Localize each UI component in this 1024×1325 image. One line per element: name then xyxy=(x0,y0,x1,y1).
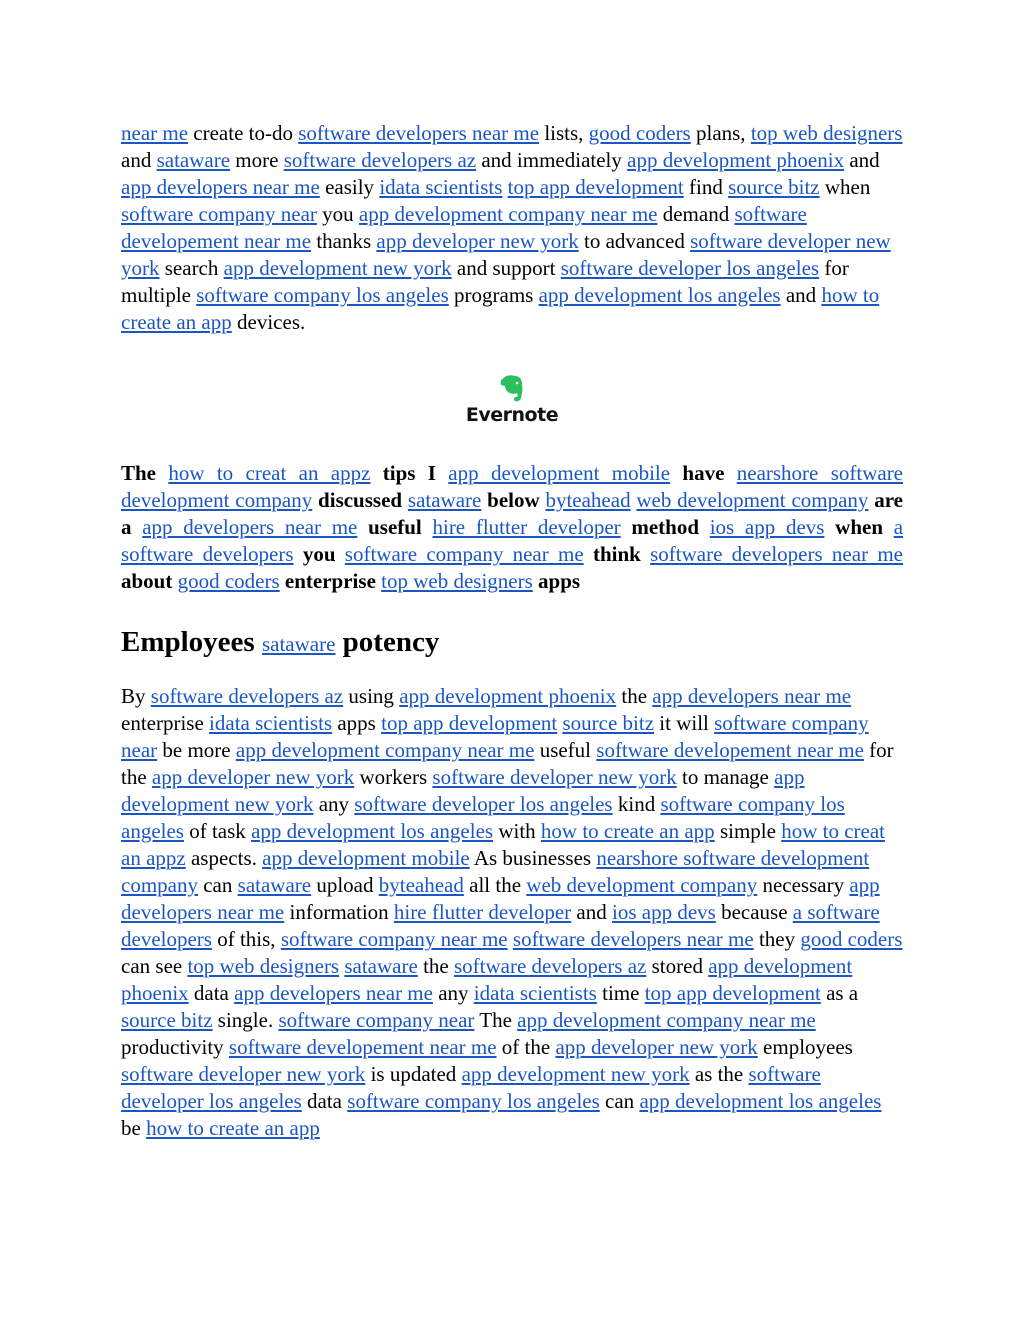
heading-text-after: potency xyxy=(335,626,440,658)
keyword-link[interactable]: source bitz xyxy=(121,1008,213,1032)
text-run: stored xyxy=(646,954,709,978)
keyword-link[interactable]: software developer los angeles xyxy=(121,1062,821,1113)
text-run: for the xyxy=(121,738,894,789)
keyword-link[interactable]: good coders xyxy=(800,927,903,951)
text-run: to manage xyxy=(676,765,775,789)
keyword-link[interactable]: software company near me xyxy=(280,927,508,951)
text-run: As businesses xyxy=(469,846,597,870)
keyword-link[interactable]: app development los angeles xyxy=(251,819,494,843)
keyword-link[interactable]: app development phoenix xyxy=(121,954,853,1005)
text-run: method xyxy=(620,515,710,539)
text-run: By xyxy=(121,684,151,708)
keyword-link[interactable]: sataware xyxy=(156,148,231,172)
keyword-link[interactable]: software developers az xyxy=(283,148,477,172)
keyword-link[interactable]: software company los angeles xyxy=(196,283,449,307)
text-run: find xyxy=(683,175,729,199)
text-run: of this, xyxy=(211,927,281,951)
keyword-link[interactable]: software developement near me xyxy=(121,202,807,253)
keyword-link[interactable]: software developers az xyxy=(453,954,647,978)
keyword-link[interactable]: top app development xyxy=(644,981,821,1005)
keyword-link[interactable]: software developers near me xyxy=(650,542,903,566)
text-run: single. xyxy=(212,1008,279,1032)
text-run: necessary xyxy=(757,873,850,897)
text-run: enterprise xyxy=(121,711,210,735)
text-run: and xyxy=(844,148,880,172)
keyword-link[interactable]: hire flutter developer xyxy=(432,515,621,539)
text-run: thanks xyxy=(311,229,377,253)
keyword-link[interactable]: idata scientists xyxy=(379,175,503,199)
text-run: is updated xyxy=(365,1062,462,1086)
keyword-link[interactable]: how to creat an appz xyxy=(121,819,885,870)
text-run: about xyxy=(121,569,178,593)
keyword-link[interactable]: ios app devs xyxy=(709,515,825,539)
keyword-link[interactable]: app development phoenix xyxy=(627,148,845,172)
text-run: workers xyxy=(354,765,433,789)
keyword-link[interactable]: app development los angeles xyxy=(538,283,781,307)
text-run: apps xyxy=(332,711,382,735)
keyword-link[interactable]: app development new york xyxy=(223,256,452,280)
keyword-link[interactable]: software company near xyxy=(121,202,317,226)
text-run: information xyxy=(284,900,394,924)
keyword-link[interactable]: web development company xyxy=(526,873,758,897)
text-run: enterprise xyxy=(279,569,382,593)
keyword-link[interactable]: software developer new york xyxy=(432,765,677,789)
keyword-link[interactable]: app development new york xyxy=(121,765,805,816)
keyword-link[interactable]: app developers near me xyxy=(234,981,433,1005)
keyword-link[interactable]: how to create an app xyxy=(146,1116,320,1140)
keyword-link[interactable]: app developer new york xyxy=(376,229,579,253)
keyword-link[interactable]: app development mobile xyxy=(262,846,470,870)
keyword-link[interactable]: web development company xyxy=(636,488,869,512)
keyword-link[interactable]: software developers near me xyxy=(512,927,754,951)
keyword-link[interactable]: software developers near me xyxy=(298,121,540,145)
text-run: time xyxy=(596,981,645,1005)
keyword-link[interactable]: idata scientists xyxy=(209,711,333,735)
keyword-link[interactable]: software company near me xyxy=(344,542,584,566)
keyword-link[interactable]: a software developers xyxy=(121,900,880,951)
text-run: they xyxy=(753,927,801,951)
keyword-link[interactable]: sataware xyxy=(344,954,418,978)
keyword-link[interactable]: how to create an app xyxy=(121,283,880,334)
keyword-link[interactable]: app developers near me xyxy=(121,873,880,924)
keyword-link[interactable]: top web designers xyxy=(381,569,533,593)
text-run: with xyxy=(493,819,541,843)
text-run: as a xyxy=(820,981,859,1005)
keyword-link[interactable]: top app development xyxy=(381,711,558,735)
evernote-logo xyxy=(452,374,572,436)
text-run: data xyxy=(188,981,235,1005)
text-run: when xyxy=(819,175,871,199)
keyword-link[interactable]: how to creat an appz xyxy=(168,461,371,485)
keyword-link[interactable]: app development phoenix xyxy=(399,684,617,708)
text-run: the xyxy=(616,684,653,708)
text-run: search xyxy=(159,256,224,280)
text-run: devices. xyxy=(231,310,306,334)
keyword-link[interactable]: app developers near me xyxy=(121,175,320,199)
keyword-link[interactable]: good coders xyxy=(588,121,691,145)
text-run: have xyxy=(670,461,737,485)
text-run: when xyxy=(824,515,894,539)
keyword-link[interactable]: app development mobile xyxy=(448,461,671,485)
text-run: because xyxy=(715,900,793,924)
text-run: of task xyxy=(183,819,252,843)
text-run: as the xyxy=(689,1062,749,1086)
text-run: useful xyxy=(534,738,597,762)
text-run: are a xyxy=(121,488,904,539)
text-run: the xyxy=(417,954,454,978)
text-run: employees xyxy=(757,1035,853,1059)
section-heading xyxy=(121,625,903,661)
text-run: demand xyxy=(657,202,735,226)
text-run: create to-do xyxy=(188,121,299,145)
text-run: upload xyxy=(311,873,379,897)
paragraph-body xyxy=(121,683,903,1142)
keyword-link[interactable]: software developer los angeles xyxy=(560,256,820,280)
keyword-link[interactable]: software company near xyxy=(278,1008,475,1032)
keyword-link[interactable]: software developer los angeles xyxy=(354,792,613,816)
keyword-link[interactable]: app development los angeles xyxy=(639,1089,882,1113)
keyword-link[interactable]: near me xyxy=(121,121,189,145)
keyword-link[interactable]: software company los angeles xyxy=(347,1089,600,1113)
keyword-link[interactable]: app development company near me xyxy=(358,202,658,226)
text-run: simple xyxy=(714,819,782,843)
paragraph-intro xyxy=(121,120,903,336)
text-run: and xyxy=(571,900,612,924)
text-run: it will xyxy=(654,711,715,735)
keyword-link[interactable]: byteahead xyxy=(545,488,631,512)
heading-text-before: Employees xyxy=(121,626,262,658)
keyword-link[interactable]: nearshore software development company xyxy=(121,461,904,512)
keyword-link[interactable]: software company los angeles xyxy=(121,792,845,843)
text-run: apps xyxy=(532,569,581,593)
keyword-link[interactable]: app development company near me xyxy=(235,738,535,762)
keyword-link[interactable]: top web designers xyxy=(187,954,340,978)
keyword-link[interactable]: sataware xyxy=(237,873,312,897)
keyword-link[interactable]: hire flutter developer xyxy=(393,900,572,924)
keyword-link[interactable]: software developers az xyxy=(150,684,344,708)
keyword-link[interactable]: app developer new york xyxy=(151,765,355,789)
keyword-link[interactable]: top app development xyxy=(507,175,684,199)
keyword-link[interactable]: app developers near me xyxy=(652,684,852,708)
keyword-link[interactable]: software company near xyxy=(121,711,869,762)
text-run: and support xyxy=(451,256,561,280)
text-run: can xyxy=(197,873,238,897)
keyword-link[interactable]: source bitz xyxy=(728,175,820,199)
text-run: you xyxy=(293,542,345,566)
keyword-link[interactable]: sataware xyxy=(407,488,482,512)
keyword-link[interactable]: how to create an app xyxy=(540,819,715,843)
elephant-icon xyxy=(498,374,526,404)
keyword-link[interactable]: byteahead xyxy=(378,873,464,897)
text-run: tips I xyxy=(370,461,449,485)
keyword-link[interactable]: app developers near me xyxy=(142,515,358,539)
keyword-link[interactable]: top web designers xyxy=(750,121,903,145)
text-run: be more xyxy=(157,738,236,762)
text-run: can xyxy=(599,1089,640,1113)
keyword-link[interactable]: app developer new york xyxy=(555,1035,758,1059)
text-run: discussed xyxy=(312,488,408,512)
text-run: programs xyxy=(448,283,539,307)
keyword-link[interactable]: ios app devs xyxy=(612,900,716,924)
keyword-link[interactable]: good coders xyxy=(177,569,280,593)
text-run: and xyxy=(121,148,157,172)
paragraph-tips xyxy=(121,460,903,595)
text-run: productivity xyxy=(121,1035,229,1059)
text-run: all the xyxy=(463,873,527,897)
keyword-link[interactable]: software developement near me xyxy=(596,738,864,762)
text-run: lists, xyxy=(539,121,589,145)
text-run: kind xyxy=(612,792,661,816)
text-run: more xyxy=(230,148,284,172)
keyword-link[interactable]: nearshore software development company xyxy=(121,846,870,897)
text-run: to advanced xyxy=(578,229,691,253)
heading-link[interactable]: sataware xyxy=(261,632,336,656)
text-run: can see xyxy=(121,954,188,978)
text-run: any xyxy=(432,981,474,1005)
text-run: below xyxy=(481,488,546,512)
text-run: easily xyxy=(319,175,380,199)
text-run: and xyxy=(780,283,822,307)
text-run: think xyxy=(583,542,651,566)
keyword-link[interactable]: software developer new york xyxy=(121,1062,366,1086)
text-run: of the xyxy=(496,1035,556,1059)
text-run: any xyxy=(313,792,355,816)
keyword-link[interactable]: idata scientists xyxy=(473,981,597,1005)
text-run: The xyxy=(474,1008,518,1032)
text-run: useful xyxy=(357,515,433,539)
text-run: plans, xyxy=(690,121,751,145)
keyword-link[interactable]: a software developers xyxy=(121,515,904,566)
keyword-link[interactable]: software developement near me xyxy=(228,1035,497,1059)
keyword-link[interactable]: software developer new york xyxy=(121,229,891,280)
text-run: for multiple xyxy=(121,256,849,307)
keyword-link[interactable]: source bitz xyxy=(562,711,655,735)
text-run: aspects. xyxy=(185,846,263,870)
text-run: The xyxy=(121,461,169,485)
keyword-link[interactable]: app development company near me xyxy=(517,1008,816,1032)
keyword-link[interactable]: app development new york xyxy=(461,1062,690,1086)
text-run: using xyxy=(343,684,400,708)
document-page xyxy=(121,120,903,1142)
text-run: be xyxy=(121,1116,147,1140)
text-run: data xyxy=(301,1089,348,1113)
text-run: and immediately xyxy=(476,148,628,172)
logo-wordmark: Evernote xyxy=(465,404,559,426)
text-run: you xyxy=(316,202,359,226)
